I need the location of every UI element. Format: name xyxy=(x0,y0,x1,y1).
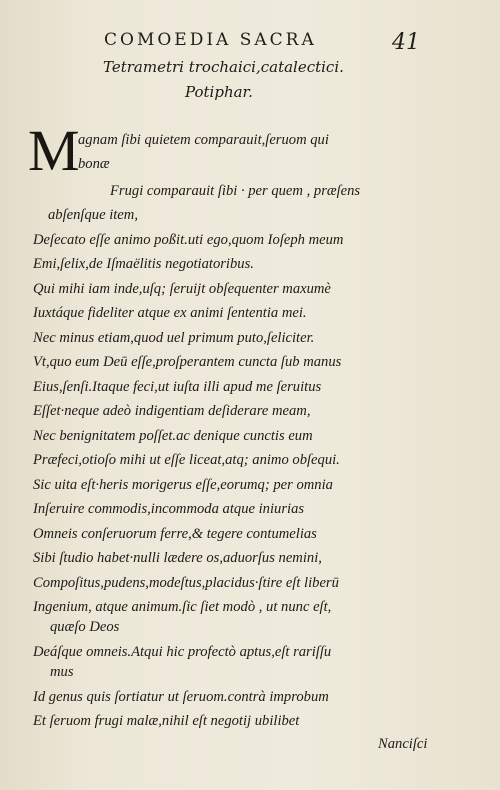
verse-line: Compoſitus,pudens,modeſtus,placidus·ſtire eſt liberū xyxy=(33,575,339,591)
verse-line: abſenſque item, xyxy=(48,207,138,223)
verse-line: Iuxtáque fideliter atque ex animi ſententia mei. xyxy=(33,305,307,321)
drop-cap: M xyxy=(28,118,80,183)
verse-line: Omneis conſeruorum ferre,& tegere contumelias xyxy=(33,526,317,542)
page-number: 41 xyxy=(392,30,420,55)
verse-line: quæſo Deos xyxy=(50,619,120,635)
verse-line: Sibi ſtudio habet·nulli lædere os,aduorſus nemini, xyxy=(33,550,322,566)
verse-line: Qui mihi iam inde,uſq; ſeruijt obſequenter maxumè xyxy=(33,281,331,297)
verse-line: Deſecato eſſe animo poßit.uti ego,quom Ioſeph meum xyxy=(33,232,344,248)
verse-line: Vt,quo eum Deū eſſe,proſperantem cuncta ſub manus xyxy=(33,354,342,370)
verse-line: Sic uita eſt·heris morigerus eſſe,eorumq; per omnia xyxy=(33,477,333,493)
verse-line: agnam ſibi quietem comparauit,ſeruom qui xyxy=(78,132,329,148)
verse-line: Id genus quis ſortiatur ut ſeruom.contrà improbum xyxy=(33,689,329,705)
verse-line: Eſſet·neque adeò indigentiam deſiderare meam, xyxy=(33,403,311,419)
verse-line: Præfeci,otioſo mihi ut eſſe liceat,atq; animo obſequi. xyxy=(33,452,340,468)
verse-line: Eius,ſenſi.Itaque feci,ut iuſta illi apud me ſeruitus xyxy=(33,379,322,395)
speaker-name: Potiphar. xyxy=(185,83,253,101)
verse-line: mus xyxy=(50,664,74,680)
verse-line: Nec benignitatem poſſet.ac denique cunctis eum xyxy=(33,428,313,444)
verse-line: Et ſeruom frugi malæ,nihil eſt negotij ubilibet xyxy=(33,713,300,729)
catchword: Nanciſci xyxy=(378,736,428,752)
verse-line: Deáſque omneis.Atqui hic profectò aptus,eſt rariſſu xyxy=(33,644,332,660)
verse-line: Emi,ſelix,de Iſmaëlitis negotiatoribus. xyxy=(33,256,254,272)
verse-line: Ingenium, atque animum.ſic ſiet modò , ut nunc eſt, xyxy=(33,599,332,615)
verse-line: Frugi comparauit ſibi · per quem , præſens xyxy=(110,183,361,199)
meter-heading: Tetrametri trochaici,catalectici. xyxy=(103,58,344,76)
running-head: COMOEDIA SACRA xyxy=(104,30,317,50)
verse-line: bonæ xyxy=(78,156,110,172)
verse-line: Inſeruire commodis,incommoda atque iniurias xyxy=(33,501,305,517)
verse-line: Nec minus etiam,quod uel primum puto,ſeliciter. xyxy=(33,330,315,346)
